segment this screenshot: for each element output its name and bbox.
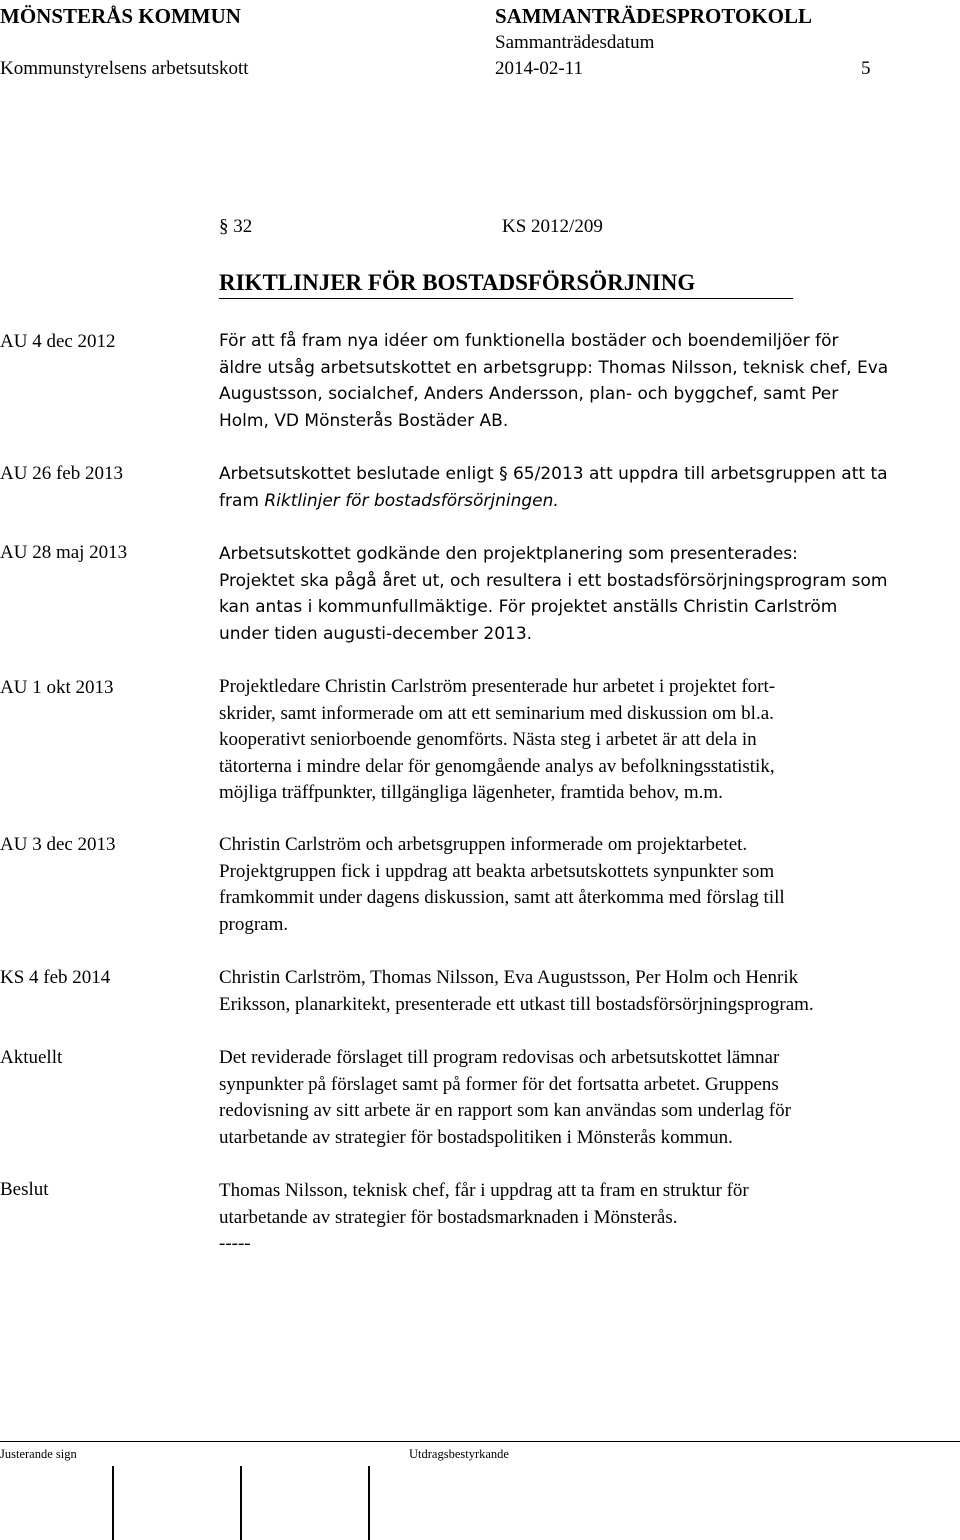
separator-dashes: ----- xyxy=(219,1233,251,1254)
paragraph-4 xyxy=(219,674,944,807)
margin-label: AU 28 maj 2013 xyxy=(0,542,128,563)
text-line: Projektgruppen fick i uppdrag att beakta arbetsutskottets synpunkter som xyxy=(219,860,775,882)
doc-type: SAMMANTRÄDESPROTOKOLL xyxy=(495,4,812,28)
text-line: kooperativt seniorboende genomförts. Nästa steg i arbetet är att dela in xyxy=(219,729,757,750)
extract-certification-label: Utdragsbestyrkande xyxy=(409,1447,509,1461)
text-line: framkommit under dagens diskussion, samt att återkomma med förslag till xyxy=(219,887,785,908)
text-fragment: fram xyxy=(219,490,265,511)
signature-box-divider xyxy=(368,1466,370,1540)
text-line: redovisning av sitt arbete är en rapport som kan användas som underlag för xyxy=(219,1100,791,1121)
text-line: Projektet ska pågå året ut, och resultera i ett bostadsförsörjningsprogram som xyxy=(219,570,888,591)
signature-box-divider xyxy=(112,1466,114,1540)
text-line: utarbetande av strategier för bostadsmarknaden i Mönsterås. xyxy=(219,1206,678,1228)
section-number: § 32 xyxy=(219,216,253,237)
margin-label: Beslut xyxy=(0,1179,49,1200)
text-line: Projektledare Christin Carlström presenterade hur arbetet i projektet fort- xyxy=(219,676,776,697)
text-line: Holm, VD Mönsterås Bostäder AB. xyxy=(219,410,509,431)
committee-name: Kommunstyrelsens arbetsutskott xyxy=(0,58,249,79)
document-title-italic: Riktlinjer för bostadsförsörjningen. xyxy=(264,490,559,511)
text-line: kan antas i kommunfullmäktige. För projektet anställs Christin Carlström xyxy=(219,597,838,617)
margin-label: AU 26 feb 2013 xyxy=(0,463,123,484)
title-underline xyxy=(219,298,793,299)
paragraph-1 xyxy=(219,328,944,434)
margin-label: AU 4 dec 2012 xyxy=(0,331,116,352)
text-line: under tiden augusti-december 2013. xyxy=(219,623,533,644)
footer-divider xyxy=(0,1441,960,1442)
text-line: utarbetande av strategier för bostadspolitiken i Mönsterås kommun. xyxy=(219,1126,733,1148)
signature-label: Justerande sign xyxy=(0,1447,77,1461)
text-line: äldre utsåg arbetsutskottet en arbetsgrupp: Thomas Nilsson, teknisk chef, Eva xyxy=(219,357,889,378)
text-line: program. xyxy=(219,913,289,935)
page-number: 5 xyxy=(861,58,871,79)
paragraph-8 xyxy=(219,1178,944,1258)
paragraph-7 xyxy=(219,1045,944,1151)
text-line: Arbetsutskottet beslutade enligt § 65/2013 att uppdra till arbetsgruppen att ta xyxy=(219,464,888,484)
text-line: Eriksson, planarkitekt, presenterade ett utkast till bostadsförsörjningsprogram. xyxy=(219,993,814,1015)
text-line xyxy=(219,488,944,515)
case-reference: KS 2012/209 xyxy=(502,216,603,237)
text-line: synpunkter på förslaget samt på former för det fortsatta arbetet. Gruppens xyxy=(219,1073,779,1095)
paragraph-5 xyxy=(219,832,944,938)
margin-label: KS 4 feb 2014 xyxy=(0,967,111,988)
text-line: tätorterna i mindre delar för genomgående analys av befolkningsstatistik, xyxy=(219,755,775,777)
margin-label: AU 3 dec 2013 xyxy=(0,834,116,855)
paragraph-3 xyxy=(219,541,944,647)
date-label: Sammanträdesdatum xyxy=(495,32,655,53)
section-title: RIKTLINJER FÖR BOSTADSFÖRSÖRJNING xyxy=(219,270,696,295)
text-line: Christin Carlström, Thomas Nilsson, Eva Augustsson, Per Holm och Henrik xyxy=(219,967,799,988)
text-line: Det reviderade förslaget till program redovisas och arbetsutskottet lämnar xyxy=(219,1047,780,1068)
signature-box-divider xyxy=(240,1466,242,1540)
text-line: För att få fram nya idéer om funktionella bostäder och boendemiljöer för xyxy=(219,331,839,351)
text-line: möjliga träffpunkter, tillgängliga lägenheter, framtida behov, m.m. xyxy=(219,782,723,803)
paragraph-6 xyxy=(219,965,944,1018)
paragraph-2 xyxy=(219,461,944,514)
text-line: Augustsson, socialchef, Anders Andersson, plan- och byggchef, samt Per xyxy=(219,384,839,404)
text-line: Thomas Nilsson, teknisk chef, får i uppdrag att ta fram en struktur för xyxy=(219,1180,749,1201)
text-line: skrider, samt informerade om att ett seminarium med diskussion om bl.a. xyxy=(219,702,774,724)
org-name: MÖNSTERÅS KOMMUN xyxy=(0,4,241,28)
text-line: Christin Carlström och arbetsgruppen informerade om projektarbetet. xyxy=(219,834,748,855)
margin-label: AU 1 okt 2013 xyxy=(0,677,114,698)
margin-label: Aktuellt xyxy=(0,1047,63,1068)
text-line: Arbetsutskottet godkände den projektplanering som presenterades: xyxy=(219,544,798,564)
meeting-date: 2014-02-11 xyxy=(495,58,583,79)
